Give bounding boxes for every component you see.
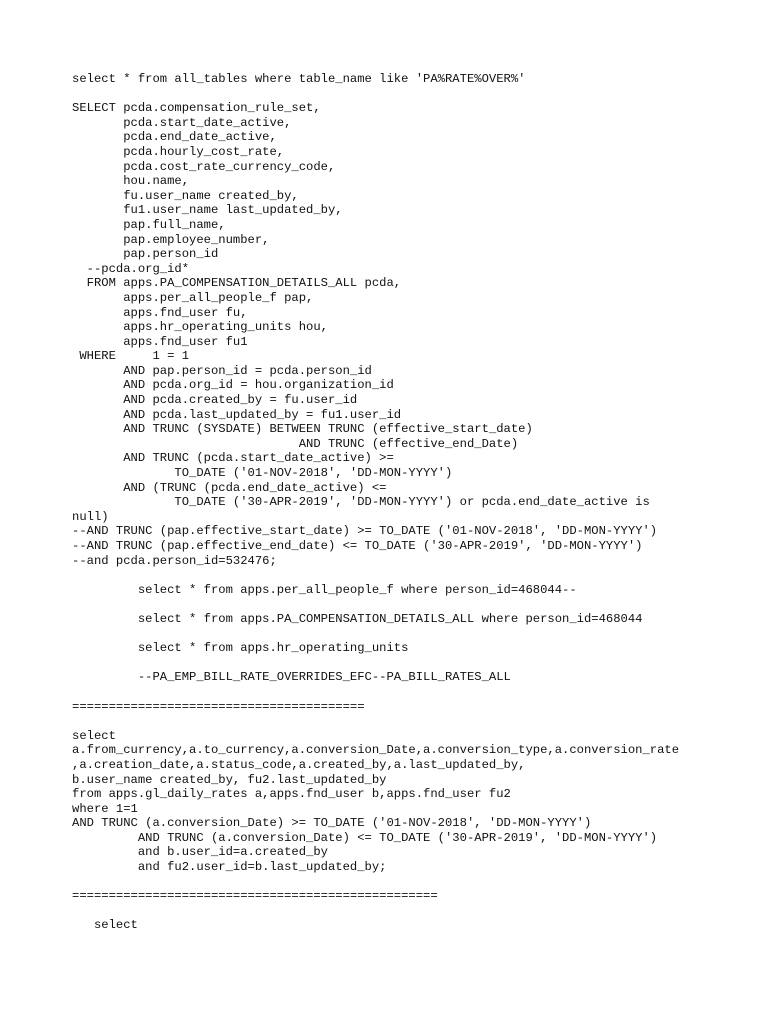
code-line: and fu2.user_id=b.last_updated_by; <box>72 860 387 875</box>
code-line: where 1=1 <box>72 801 138 816</box>
code-line: pcda.hourly_cost_rate, <box>72 144 285 159</box>
code-line: apps.per_all_people_f pap, <box>72 290 314 305</box>
code-line <box>72 597 762 612</box>
code-line: null) <box>72 509 109 524</box>
code-line: fu1.user_name last_updated_by, <box>72 203 343 218</box>
code-line: AND TRUNC (effective_end_Date) <box>72 436 519 451</box>
code-line <box>72 685 762 700</box>
code-line: --AND TRUNC (pap.effective_start_date) >= TO_DATE ('01-NOV-2018', 'DD-MON-YYYY') <box>72 524 658 539</box>
code-line: TO_DATE ('30-APR-2019', 'DD-MON-YYYY') or pcda.end_date_active is <box>72 495 650 510</box>
code-line: select <box>72 918 138 933</box>
code-line: select * from apps.PA_COMPENSATION_DETAILS_ALL where person_id=468044 <box>72 611 643 626</box>
code-line: pcda.end_date_active, <box>72 130 277 145</box>
code-line <box>72 656 762 671</box>
code-line: AND TRUNC (a.conversion_Date) <= TO_DATE ('30-APR-2019', 'DD-MON-YYYY') <box>72 830 658 845</box>
code-line: AND (TRUNC (pcda.end_date_active) <= <box>72 480 387 495</box>
code-line <box>72 904 762 919</box>
code-line: FROM apps.PA_COMPENSATION_DETAILS_ALL pcda, <box>72 276 402 291</box>
code-line: and b.user_id=a.created_by <box>72 845 328 860</box>
code-line <box>72 568 762 583</box>
code-line: select * from apps.hr_operating_units <box>72 641 409 656</box>
code-line: fu.user_name created_by, <box>72 188 299 203</box>
code-line: pap.full_name, <box>72 217 226 232</box>
code-line: pcda.cost_rate_currency_code, <box>72 159 336 174</box>
code-line: AND pcda.last_updated_by = fu1.user_id <box>72 407 402 422</box>
code-line: select <box>72 728 116 743</box>
code-line <box>72 875 762 890</box>
code-line: pap.employee_number, <box>72 232 270 247</box>
code-line: from apps.gl_daily_rates a,apps.fnd_user b,apps.fnd_user fu2 <box>72 787 511 802</box>
code-line: ================================================== <box>72 889 438 904</box>
code-line: b.user_name created_by, fu2.last_updated_by <box>72 772 387 787</box>
code-line: select * from apps.per_all_people_f where person_id=468044-- <box>72 582 577 597</box>
code-line: AND pcda.created_by = fu.user_id <box>72 393 358 408</box>
code-line: --and pcda.person_id=532476; <box>72 553 277 568</box>
code-line: AND TRUNC (pcda.start_date_active) >= <box>72 451 394 466</box>
code-line <box>72 87 762 102</box>
code-line: --PA_EMP_BILL_RATE_OVERRIDES_EFC--PA_BILL_RATES_ALL <box>72 670 511 685</box>
code-line: AND TRUNC (a.conversion_Date) >= TO_DATE ('01-NOV-2018', 'DD-MON-YYYY') <box>72 816 592 831</box>
code-line <box>72 714 762 729</box>
code-line: --pcda.org_id* <box>72 261 190 276</box>
code-line: AND pap.person_id = pcda.person_id <box>72 363 372 378</box>
code-line: pap.person_id <box>72 247 219 262</box>
code-line: apps.fnd_user fu, <box>72 305 248 320</box>
code-line: hou.name, <box>72 174 190 189</box>
code-line <box>72 627 762 642</box>
code-line: ,a.creation_date,a.status_code,a.created_by,a.last_updated_by, <box>72 757 526 772</box>
sql-code-block <box>72 72 762 933</box>
code-line: SELECT pcda.compensation_rule_set, <box>72 101 321 116</box>
code-line: --AND TRUNC (pap.effective_end_date) <= TO_DATE ('30-APR-2019', 'DD-MON-YYYY') <box>72 539 643 553</box>
code-line: TO_DATE ('01-NOV-2018', 'DD-MON-YYYY') <box>72 466 453 481</box>
code-line: AND pcda.org_id = hou.organization_id <box>72 378 394 393</box>
code-line: ======================================== <box>72 699 365 714</box>
code-line: apps.hr_operating_units hou, <box>72 320 328 335</box>
code-line: WHERE 1 = 1 <box>72 349 190 364</box>
code-line: AND TRUNC (SYSDATE) BETWEEN TRUNC (effective_start_date) <box>72 422 533 437</box>
code-line: select * from all_tables where table_name like 'PA%RATE%OVER%' <box>72 72 526 86</box>
code-line: a.from_currency,a.to_currency,a.conversion_Date,a.conversion_type,a.conversion_rate <box>72 743 680 758</box>
code-line: pcda.start_date_active, <box>72 115 292 130</box>
code-line: apps.fnd_user fu1 <box>72 334 248 349</box>
